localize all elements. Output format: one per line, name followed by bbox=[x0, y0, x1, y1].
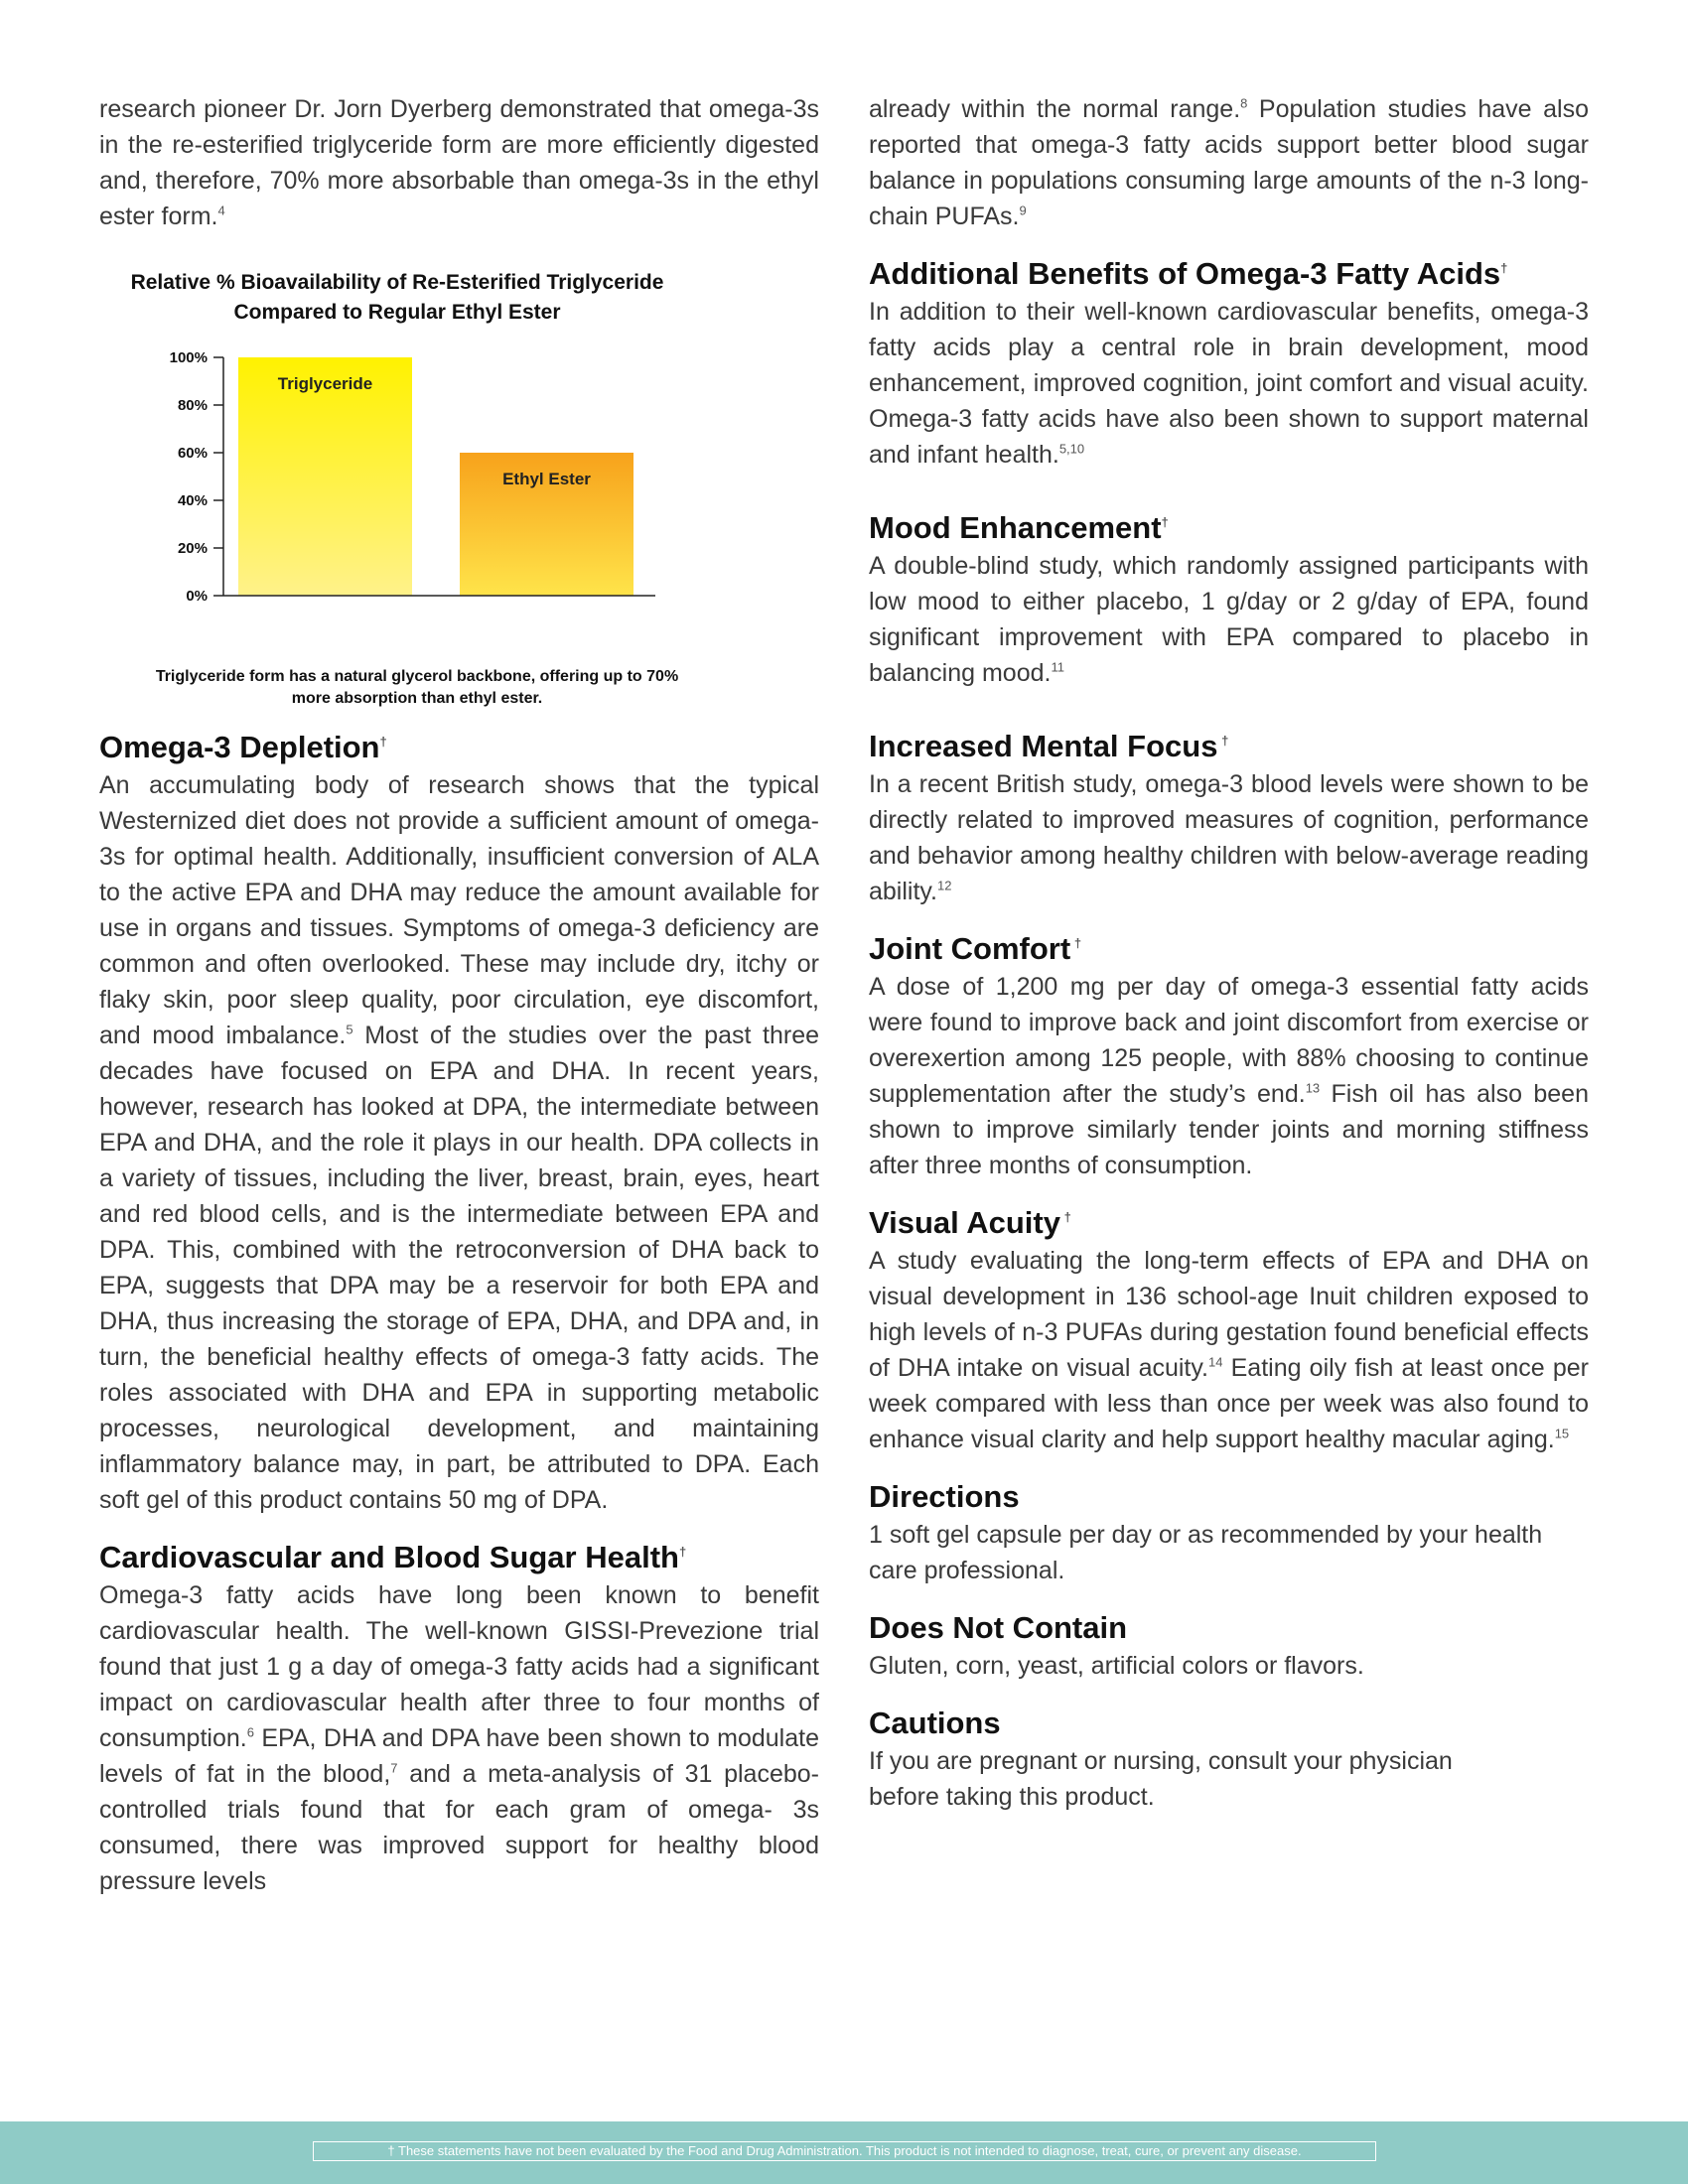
section-body: In addition to their well-known cardiovascular benefits, omega-3 fatty acids play a central role in brain development, mood enhancement, improved cognition, joint comfort and visual acuity. Omega-3 fatty acids have also been shown to support maternal and infant health.$^{5,10}$ bbox=[869, 298, 1589, 469]
section-body: A double-blind study, which randomly assigned participants with low mood to either placebo, 1 g/day or 2 g/day of EPA, found significant improvement with EPA compared to placebo in balancing mood.$^{11}$ bbox=[869, 552, 1589, 687]
bar-triglyceride bbox=[238, 357, 412, 596]
right-column bbox=[869, 91, 1589, 1815]
section-body: If you are pregnant or nursing, consult your physician before taking this product. bbox=[869, 1747, 1453, 1811]
section-body: Omega-3 fatty acids have long been known to benefit cardiovascular health. The well-known GISSI-Prevezione trial found that just 1 g a day of omega-3 fatty acids had a significant impact on cardiovascular health after three to four months of consumption.$^6$ EPA, DHA and DPA have been shown to modulate levels of fat in the blood,$^7$ and a meta-analysis of 31 placebo-controlled trials found that for each gram of omega- 3s consumed, there was improved support for healthy blood pressure levels bbox=[99, 1581, 819, 1895]
bar-label: Ethyl Ester bbox=[502, 470, 591, 488]
section-heading: Cautions bbox=[869, 1706, 1001, 1740]
section-heading: Visual Acuity † bbox=[869, 1205, 1071, 1240]
section-body: An accumulating body of research shows that the typical Westernized diet does not provide a sufficient amount of omega-3s for optimal health. Additionally, insufficient conversion of ALA to the active EPA and DHA may reduce the amount available for use in organs and tissues. Symptoms of omega-3 deficiency are common and often overlooked. These may include dry, itchy or flaky skin, poor sleep quality, poor circulation, eye discomfort, and mood imbalance.$^5$ Most of the studies over the past three decades have focused on EPA and DHA. In recent years, however, research has looked at DPA, the intermediate between EPA and DHA, and the role it plays in our health. DPA collects in a variety of tissues, including the liver, breast, brain, eyes, heart and red blood cells, and is the intermediate between EPA and DPA. This, combined with the retroconversion of DHA back to EPA, suggests that DPA may be a reservoir for both EPA and DHA, thus increasing the storage of EPA, DHA, and DPA and, in turn, the beneficial healthy effects of omega-3 fatty acids. The roles associated with DHA and EPA in supporting metabolic processes, neurological development, and maintaining inflammatory balance may, in part, be attributed to DPA. Each soft gel of this product contains 50 mg of DPA. bbox=[99, 771, 819, 1514]
section-body: 1 soft gel capsule per day or as recommended by your health care professional. bbox=[869, 1521, 1543, 1584]
bar-label: Triglyceride bbox=[277, 374, 373, 393]
intro-paragraph: research pioneer Dr. Jorn Dyerberg demonstrated that omega-3s in the re-esterified triglyceride form are more efficiently digested and, therefore, 70% more absorbable than omega-3s in the ethyl ester form.$^4$ bbox=[99, 95, 819, 230]
section-heading: Cardiovascular and Blood Sugar Health† bbox=[99, 1540, 687, 1574]
y-tick-label: 100% bbox=[169, 349, 208, 366]
section-heading: Does Not Contain bbox=[869, 1610, 1128, 1645]
section-cardiovascular bbox=[99, 1538, 819, 1899]
section-mental-focus bbox=[869, 727, 1589, 909]
section-heading: Mood Enhancement† bbox=[869, 510, 1169, 545]
y-tick-label: 80% bbox=[177, 397, 208, 414]
section-heading: Directions bbox=[869, 1479, 1020, 1514]
y-tick-label: 60% bbox=[177, 445, 208, 462]
section-visual-acuity bbox=[869, 1203, 1589, 1457]
section-does-not-contain bbox=[869, 1608, 1589, 1684]
chart-plot bbox=[89, 328, 705, 655]
chart-caption: Triglyceride form has a natural glycerol backbone, offering up to 70% more absorption than ethyl ester. bbox=[155, 668, 679, 707]
y-tick-label: 0% bbox=[186, 588, 208, 605]
section-heading: Joint Comfort † bbox=[869, 931, 1082, 966]
section-body: A study evaluating the long-term effects of EPA and DHA on visual development in 136 school-age Inuit children exposed to high levels of n-3 PUFAs during gestation found beneficial effects of DHA intake on visual acuity.$^{14}$ Eating oily fish at least once per week compared with less than once per week was also found to enhance visual clarity and help support healthy macular aging.$^{15}$ bbox=[869, 1247, 1589, 1453]
fda-disclaimer: † These statements have not been evaluated by the Food and Drug Administration. This product is not intended to diagnose, treat, cure, or prevent any disease. bbox=[313, 2141, 1376, 2161]
section-joint-comfort bbox=[869, 929, 1589, 1183]
left-column bbox=[99, 91, 819, 1899]
section-directions bbox=[869, 1477, 1589, 1588]
section-cautions bbox=[869, 1704, 1589, 1815]
y-tick-label: 20% bbox=[177, 540, 208, 557]
section-heading: Omega-3 Depletion† bbox=[99, 730, 387, 764]
section-body: A dose of 1,200 mg per day of omega-3 essential fatty acids were found to improve back and joint discomfort from exercise or overexertion among 125 people, with 88% choosing to continue supplementation after the study’s end.$^{13}$ Fish oil has also been shown to improve similarly tender joints and morning stiffness after three months of consumption. bbox=[869, 973, 1589, 1179]
section-mood-enhancement bbox=[869, 508, 1589, 691]
section-body: In a recent British study, omega-3 blood levels were shown to be directly related to improved measures of cognition, performance and behavior among healthy children with below-average reading ability.$^{12}$ bbox=[869, 770, 1589, 905]
section-additional-benefits bbox=[869, 254, 1589, 473]
y-tick-label: 40% bbox=[177, 492, 208, 509]
section-omega3-depletion bbox=[99, 728, 819, 1518]
section-heading: Increased Mental Focus † bbox=[869, 729, 1229, 763]
bioavailability-chart bbox=[89, 268, 705, 710]
section-heading: Additional Benefits of Omega-3 Fatty Acids† bbox=[869, 256, 1508, 291]
section-body: Gluten, corn, yeast, artificial colors or flavors. bbox=[869, 1652, 1364, 1680]
continued-paragraph: already within the normal range.$^8$ Population studies have also reported that omega-3 fatty acids support better blood sugar balance in populations consuming large amounts of the n-3 long-chain PUFAs.$^9$ bbox=[869, 95, 1589, 230]
chart-title: Relative % Bioavailability of Re-Esterified Triglyceride Compared to Regular Ethyl Ester bbox=[130, 271, 664, 324]
